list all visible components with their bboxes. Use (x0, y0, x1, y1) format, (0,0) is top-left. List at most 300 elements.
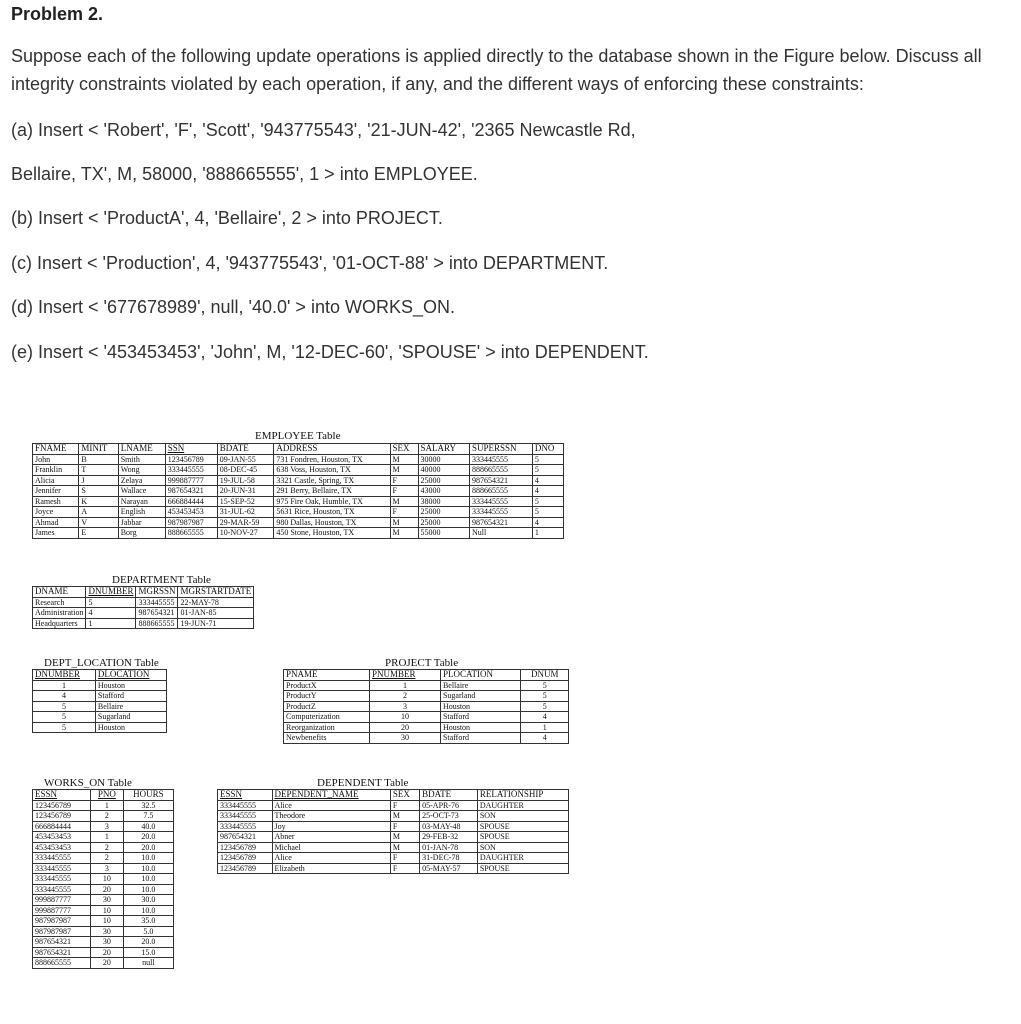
col-dnumber: DNUMBER (86, 587, 136, 598)
table-cell: 666884444 (165, 496, 217, 507)
col-salary: SALARY (418, 444, 469, 455)
table-row (218, 863, 569, 874)
table-cell: 1 (521, 722, 569, 733)
table-cell: 15-SEP-52 (217, 496, 274, 507)
table-cell: 987987987 (33, 926, 91, 937)
table-cell: 4 (521, 733, 569, 744)
table-cell: 30 (369, 733, 440, 744)
table-cell: 123456789 (218, 853, 273, 864)
table-cell: 888665555 (469, 465, 532, 476)
table-cell: 123456789 (218, 842, 273, 853)
table-cell: 01-JAN-85 (178, 608, 254, 619)
table-row (33, 680, 167, 691)
table-cell: Sugarland (440, 691, 520, 702)
table-cell: 01-JAN-78 (420, 842, 478, 853)
table-cell: ProductZ (284, 701, 370, 712)
table-cell: J (79, 475, 118, 486)
table-cell: 333445555 (469, 496, 532, 507)
table-cell: 5631 Rice, Houston, TX (274, 507, 390, 518)
table-cell: 10.0 (123, 863, 173, 874)
table-cell: T (79, 465, 118, 476)
table-row (33, 853, 174, 864)
table-row (33, 800, 174, 811)
table-cell: 888665555 (165, 528, 217, 539)
table-row (33, 926, 174, 937)
table-row (33, 507, 564, 518)
table-cell: Headquarters (33, 618, 86, 629)
table-row (33, 597, 254, 608)
table-cell: 1 (91, 800, 124, 811)
table-cell: Null (469, 528, 532, 539)
table-cell: ProductY (284, 691, 370, 702)
table-cell: 15.0 (123, 947, 173, 958)
table-cell: 1 (91, 832, 124, 843)
table-cell: Houston (440, 722, 520, 733)
table-cell: Stafford (95, 691, 166, 702)
table-cell: 666884444 (33, 821, 91, 832)
table-cell: Computerization (284, 712, 370, 723)
table-cell: 38000 (418, 496, 469, 507)
table-cell: 4 (532, 517, 563, 528)
table-cell: 32.5 (123, 800, 173, 811)
table-cell: 333445555 (469, 507, 532, 518)
table-cell: M (390, 454, 418, 465)
table-cell: 29-MAR-59 (217, 517, 274, 528)
table-cell: 05-MAY-57 (420, 863, 478, 874)
table-cell: 25000 (418, 517, 469, 528)
table-cell: 3 (91, 821, 124, 832)
table-row (33, 475, 564, 486)
table-cell: 43000 (418, 486, 469, 497)
table-cell: M (390, 528, 418, 539)
table-cell: 7.5 (123, 811, 173, 822)
table-cell: 20-JUN-31 (217, 486, 274, 497)
table-cell: F (390, 821, 419, 832)
table-cell: Ramesh (33, 496, 79, 507)
table-cell: Elizabeth (272, 863, 390, 874)
works-on-rows (33, 800, 174, 968)
col-plocation: PLOCATION (440, 670, 520, 681)
table-cell: 888665555 (33, 958, 91, 969)
table-cell: 5 (33, 701, 96, 712)
table-cell: 40000 (418, 465, 469, 476)
table-cell: 123456789 (165, 454, 217, 465)
table-cell: 333445555 (33, 884, 91, 895)
table-cell: Houston (440, 701, 520, 712)
table-cell: DAUGHTER (477, 800, 568, 811)
dependent-rows (218, 800, 569, 874)
table-row (284, 701, 569, 712)
dependent-table-title: DEPENDENT Table (317, 777, 409, 789)
item-e: (e) Insert < '453453453', 'John', M, '12-DEC-60', 'SPOUSE' > into DEPENDENT. (11, 342, 649, 362)
table-row (33, 895, 174, 906)
table-cell: 5 (532, 496, 563, 507)
table-cell: 987654321 (136, 608, 178, 619)
table-row (33, 486, 564, 497)
works-on-header-row (33, 790, 174, 801)
table-cell: 5.0 (123, 926, 173, 937)
table-row (33, 811, 174, 822)
item-a-line2: Bellaire, TX', M, 58000, '888665555', 1 > into EMPLOYEE. (11, 164, 478, 184)
table-row (33, 832, 174, 843)
table-cell: F (390, 800, 419, 811)
table-cell: 08-DEC-45 (217, 465, 274, 476)
dept-location-table (32, 669, 167, 733)
table-cell: Borg (118, 528, 165, 539)
table-cell: 5 (33, 722, 96, 733)
table-row (33, 496, 564, 507)
table-row (284, 691, 569, 702)
table-cell: 10.0 (123, 905, 173, 916)
table-cell: 05-APR-76 (420, 800, 478, 811)
table-cell: Newbenefits (284, 733, 370, 744)
col-ssn: SSN (165, 444, 217, 455)
dept-location-table-title: DEPT_LOCATION Table (44, 657, 159, 669)
col-sex: SEX (390, 790, 419, 801)
table-cell: 5 (33, 712, 96, 723)
table-cell: 4 (521, 712, 569, 723)
table-cell: 20.0 (123, 842, 173, 853)
table-cell: Joyce (33, 507, 79, 518)
table-row (284, 712, 569, 723)
table-cell: SON (477, 811, 568, 822)
table-cell: 20 (91, 958, 124, 969)
table-cell: 333445555 (218, 811, 273, 822)
employee-header-row (33, 444, 564, 455)
problem-intro: Suppose each of the following update operations is applied directly to the database shown in the Figure below. Discuss all integrity constraints violated by each operation, if any, and the different ways of enforcing these constraints: (11, 46, 982, 94)
table-cell: John (33, 454, 79, 465)
table-cell: 333445555 (165, 465, 217, 476)
table-cell: 3321 Castle, Spring, TX (274, 475, 390, 486)
table-cell: Zelaya (118, 475, 165, 486)
table-cell: 333445555 (218, 800, 273, 811)
table-row (218, 832, 569, 843)
table-cell: SPOUSE (477, 821, 568, 832)
table-cell: 999887777 (165, 475, 217, 486)
table-row (33, 842, 174, 853)
table-cell: Administration (33, 608, 86, 619)
table-row (218, 800, 569, 811)
table-cell: 987654321 (33, 947, 91, 958)
project-rows (284, 680, 569, 743)
dependent-header-row (218, 790, 569, 801)
table-cell: 10 (91, 916, 124, 927)
col-dlocation: DLOCATION (95, 670, 166, 681)
table-cell: 453453453 (165, 507, 217, 518)
table-cell: 20 (91, 947, 124, 958)
table-cell: SPOUSE (477, 863, 568, 874)
table-cell: Stafford (440, 733, 520, 744)
table-row (33, 517, 564, 528)
table-cell: 20 (369, 722, 440, 733)
table-cell: 55000 (418, 528, 469, 539)
table-row (33, 712, 167, 723)
table-cell: 1 (369, 680, 440, 691)
table-cell: James (33, 528, 79, 539)
col-pname: PNAME (284, 670, 370, 681)
table-cell: 333445555 (33, 874, 91, 885)
department-table-title: DEPARTMENT Table (112, 574, 211, 586)
table-cell: 40.0 (123, 821, 173, 832)
table-cell: F (390, 475, 418, 486)
table-cell: 333445555 (469, 454, 532, 465)
table-cell: 987654321 (469, 517, 532, 528)
col-superssn: SUPERSSN (469, 444, 532, 455)
table-cell: 31-JUL-62 (217, 507, 274, 518)
table-cell: 123456789 (218, 863, 273, 874)
col-dname: DNAME (33, 587, 86, 598)
table-row (218, 853, 569, 864)
table-cell: F (390, 853, 419, 864)
table-cell: 987987987 (165, 517, 217, 528)
table-cell: M (390, 496, 418, 507)
table-row (33, 884, 174, 895)
table-cell: 888665555 (469, 486, 532, 497)
table-row (284, 722, 569, 733)
works-on-table (32, 789, 174, 969)
col-hours: HOURS (123, 790, 173, 801)
table-row (33, 958, 174, 969)
table-row (33, 454, 564, 465)
table-cell: 31-DEC-78 (420, 853, 478, 864)
table-cell: 333445555 (136, 597, 178, 608)
table-row (284, 680, 569, 691)
table-row (33, 863, 174, 874)
table-row (33, 608, 254, 619)
table-cell: 291 Berry, Bellaire, TX (274, 486, 390, 497)
table-cell: SPOUSE (477, 832, 568, 843)
table-cell: 5 (532, 454, 563, 465)
table-cell: 333445555 (218, 821, 273, 832)
table-cell: Jennifer (33, 486, 79, 497)
col-dnum: DNUM (521, 670, 569, 681)
table-row (33, 701, 167, 712)
col-dnumber: DNUMBER (33, 670, 96, 681)
table-cell: 987654321 (165, 486, 217, 497)
table-cell: 4 (532, 486, 563, 497)
table-cell: DAUGHTER (477, 853, 568, 864)
table-cell: 4 (33, 691, 96, 702)
table-cell: 10-NOV-27 (217, 528, 274, 539)
table-cell: Abner (272, 832, 390, 843)
table-cell: 20.0 (123, 937, 173, 948)
table-row (33, 905, 174, 916)
table-cell: 3 (369, 701, 440, 712)
table-cell: Reorganization (284, 722, 370, 733)
table-cell: 5 (521, 691, 569, 702)
table-row (33, 691, 167, 702)
table-cell: 19-JUN-71 (178, 618, 254, 629)
table-cell: 10 (369, 712, 440, 723)
table-cell: 25000 (418, 475, 469, 486)
col-mgrssn: MGRSSN (136, 587, 178, 598)
col-lname: LNAME (118, 444, 165, 455)
table-row (284, 733, 569, 744)
table-cell: 5 (532, 507, 563, 518)
item-b: (b) Insert < 'ProductA', 4, 'Bellaire', 2 > into PROJECT. (11, 208, 443, 228)
item-d: (d) Insert < '677678989', null, '40.0' > into WORKS_ON. (11, 297, 455, 317)
table-cell: V (79, 517, 118, 528)
project-header-row (284, 670, 569, 681)
item-c: (c) Insert < 'Production', 4, '943775543', '01-OCT-88' > into DEPARTMENT. (11, 253, 609, 273)
table-cell: 5 (521, 680, 569, 691)
col-pnumber: PNUMBER (369, 670, 440, 681)
table-cell: M (390, 842, 419, 853)
table-cell: Alice (272, 800, 390, 811)
table-cell: 638 Voss, Houston, TX (274, 465, 390, 476)
table-cell: M (390, 832, 419, 843)
department-table (32, 586, 254, 629)
table-cell: 19-JUL-58 (217, 475, 274, 486)
col-dno: DNO (532, 444, 563, 455)
table-cell: 731 Fondren, Houston, TX (274, 454, 390, 465)
table-cell: A (79, 507, 118, 518)
table-cell: 333445555 (33, 853, 91, 864)
table-cell: 3 (91, 863, 124, 874)
table-cell: Alice (272, 853, 390, 864)
table-cell: 123456789 (33, 811, 91, 822)
dependent-table (217, 789, 569, 874)
table-cell: 5 (86, 597, 136, 608)
table-cell: 10.0 (123, 853, 173, 864)
table-cell: 975 Fire Oak, Humble, TX (274, 496, 390, 507)
table-cell: 987987987 (33, 916, 91, 927)
table-cell: Narayan (118, 496, 165, 507)
col-relationship: RELATIONSHIP (477, 790, 568, 801)
table-cell: Stafford (440, 712, 520, 723)
col-essn: ESSN (33, 790, 91, 801)
table-cell: 25000 (418, 507, 469, 518)
table-cell: F (390, 863, 419, 874)
table-cell: 4 (532, 475, 563, 486)
table-row (33, 916, 174, 927)
table-cell: M (390, 517, 418, 528)
table-cell: 2 (369, 691, 440, 702)
project-table (283, 669, 569, 744)
table-cell: 20 (91, 884, 124, 895)
table-cell: 450 Stone, Houston, TX (274, 528, 390, 539)
col-pno: PNO (91, 790, 124, 801)
col-bdate: BDATE (420, 790, 478, 801)
table-cell: 29-FEB-32 (420, 832, 478, 843)
table-cell: 10 (91, 874, 124, 885)
works-on-table-title: WORKS_ON Table (44, 777, 132, 789)
table-cell: 20.0 (123, 832, 173, 843)
table-cell: 987654321 (33, 937, 91, 948)
table-cell: Smith (118, 454, 165, 465)
table-cell: 03-MAY-48 (420, 821, 478, 832)
table-cell: Michael (272, 842, 390, 853)
table-cell: E (79, 528, 118, 539)
table-cell: 2 (91, 853, 124, 864)
table-cell: 25-OCT-73 (420, 811, 478, 822)
table-cell: 980 Dallas, Houston, TX (274, 517, 390, 528)
table-cell: 5 (532, 465, 563, 476)
table-cell: Houston (95, 722, 166, 733)
table-cell: F (390, 486, 418, 497)
col-sex: SEX (390, 444, 418, 455)
col-fname: FNAME (33, 444, 79, 455)
table-row (33, 874, 174, 885)
table-cell: 987654321 (469, 475, 532, 486)
table-cell: 10.0 (123, 884, 173, 895)
table-row (33, 465, 564, 476)
table-cell: 30 (91, 895, 124, 906)
table-cell: Research (33, 597, 86, 608)
employee-table (32, 443, 564, 539)
col-bdate: BDATE (217, 444, 274, 455)
table-cell: ProductX (284, 680, 370, 691)
table-cell: 999887777 (33, 895, 91, 906)
table-cell: M (390, 811, 419, 822)
table-cell: Joy (272, 821, 390, 832)
table-row (218, 842, 569, 853)
problem-title: Problem 2. (11, 4, 104, 24)
table-cell: 453453453 (33, 842, 91, 853)
table-cell: 30 (91, 937, 124, 948)
table-cell: K (79, 496, 118, 507)
table-cell: 123456789 (33, 800, 91, 811)
col-mgrstartdate: MGRSTARTDATE (178, 587, 254, 598)
table-cell: 333445555 (33, 863, 91, 874)
project-table-title: PROJECT Table (385, 657, 459, 669)
table-cell: 22-MAY-78 (178, 597, 254, 608)
table-cell: M (390, 465, 418, 476)
table-cell: Ahmad (33, 517, 79, 528)
table-cell: F (390, 507, 418, 518)
table-cell: Theodore (272, 811, 390, 822)
table-cell: 888665555 (136, 618, 178, 629)
dept-location-rows (33, 680, 167, 733)
item-a-line1: (a) Insert < 'Robert', 'F', 'Scott', '943775543', '21-JUN-42', '2365 Newcastle Rd, (11, 120, 636, 140)
table-cell: B (79, 454, 118, 465)
table-cell: 453453453 (33, 832, 91, 843)
department-rows (33, 597, 254, 629)
table-cell: 987654321 (218, 832, 273, 843)
table-cell: SON (477, 842, 568, 853)
table-cell: 4 (86, 608, 136, 619)
table-cell: Wong (118, 465, 165, 476)
table-row (33, 618, 254, 629)
table-cell: 30 (91, 926, 124, 937)
table-cell: Bellaire (95, 701, 166, 712)
table-cell: 5 (521, 701, 569, 712)
table-cell: 1 (532, 528, 563, 539)
table-cell: Sugarland (95, 712, 166, 723)
department-header-row (33, 587, 254, 598)
table-cell: 1 (86, 618, 136, 629)
col-minit: MINIT (79, 444, 118, 455)
col-address: ADDRESS (274, 444, 390, 455)
employee-table-title: EMPLOYEE Table (255, 430, 341, 442)
col-dependent-name: DEPENDENT_NAME (272, 790, 390, 801)
table-cell: Wallace (118, 486, 165, 497)
table-cell: 2 (91, 842, 124, 853)
table-row (33, 722, 167, 733)
table-cell: null (123, 958, 173, 969)
table-cell: English (118, 507, 165, 518)
table-cell: 1 (33, 680, 96, 691)
table-cell: 30.0 (123, 895, 173, 906)
table-cell: 09-JAN-55 (217, 454, 274, 465)
table-cell: 999887777 (33, 905, 91, 916)
table-row (33, 528, 564, 539)
employee-rows (33, 454, 564, 538)
table-cell: 30000 (418, 454, 469, 465)
table-cell: Houston (95, 680, 166, 691)
dept-location-header-row (33, 670, 167, 681)
table-row (218, 821, 569, 832)
